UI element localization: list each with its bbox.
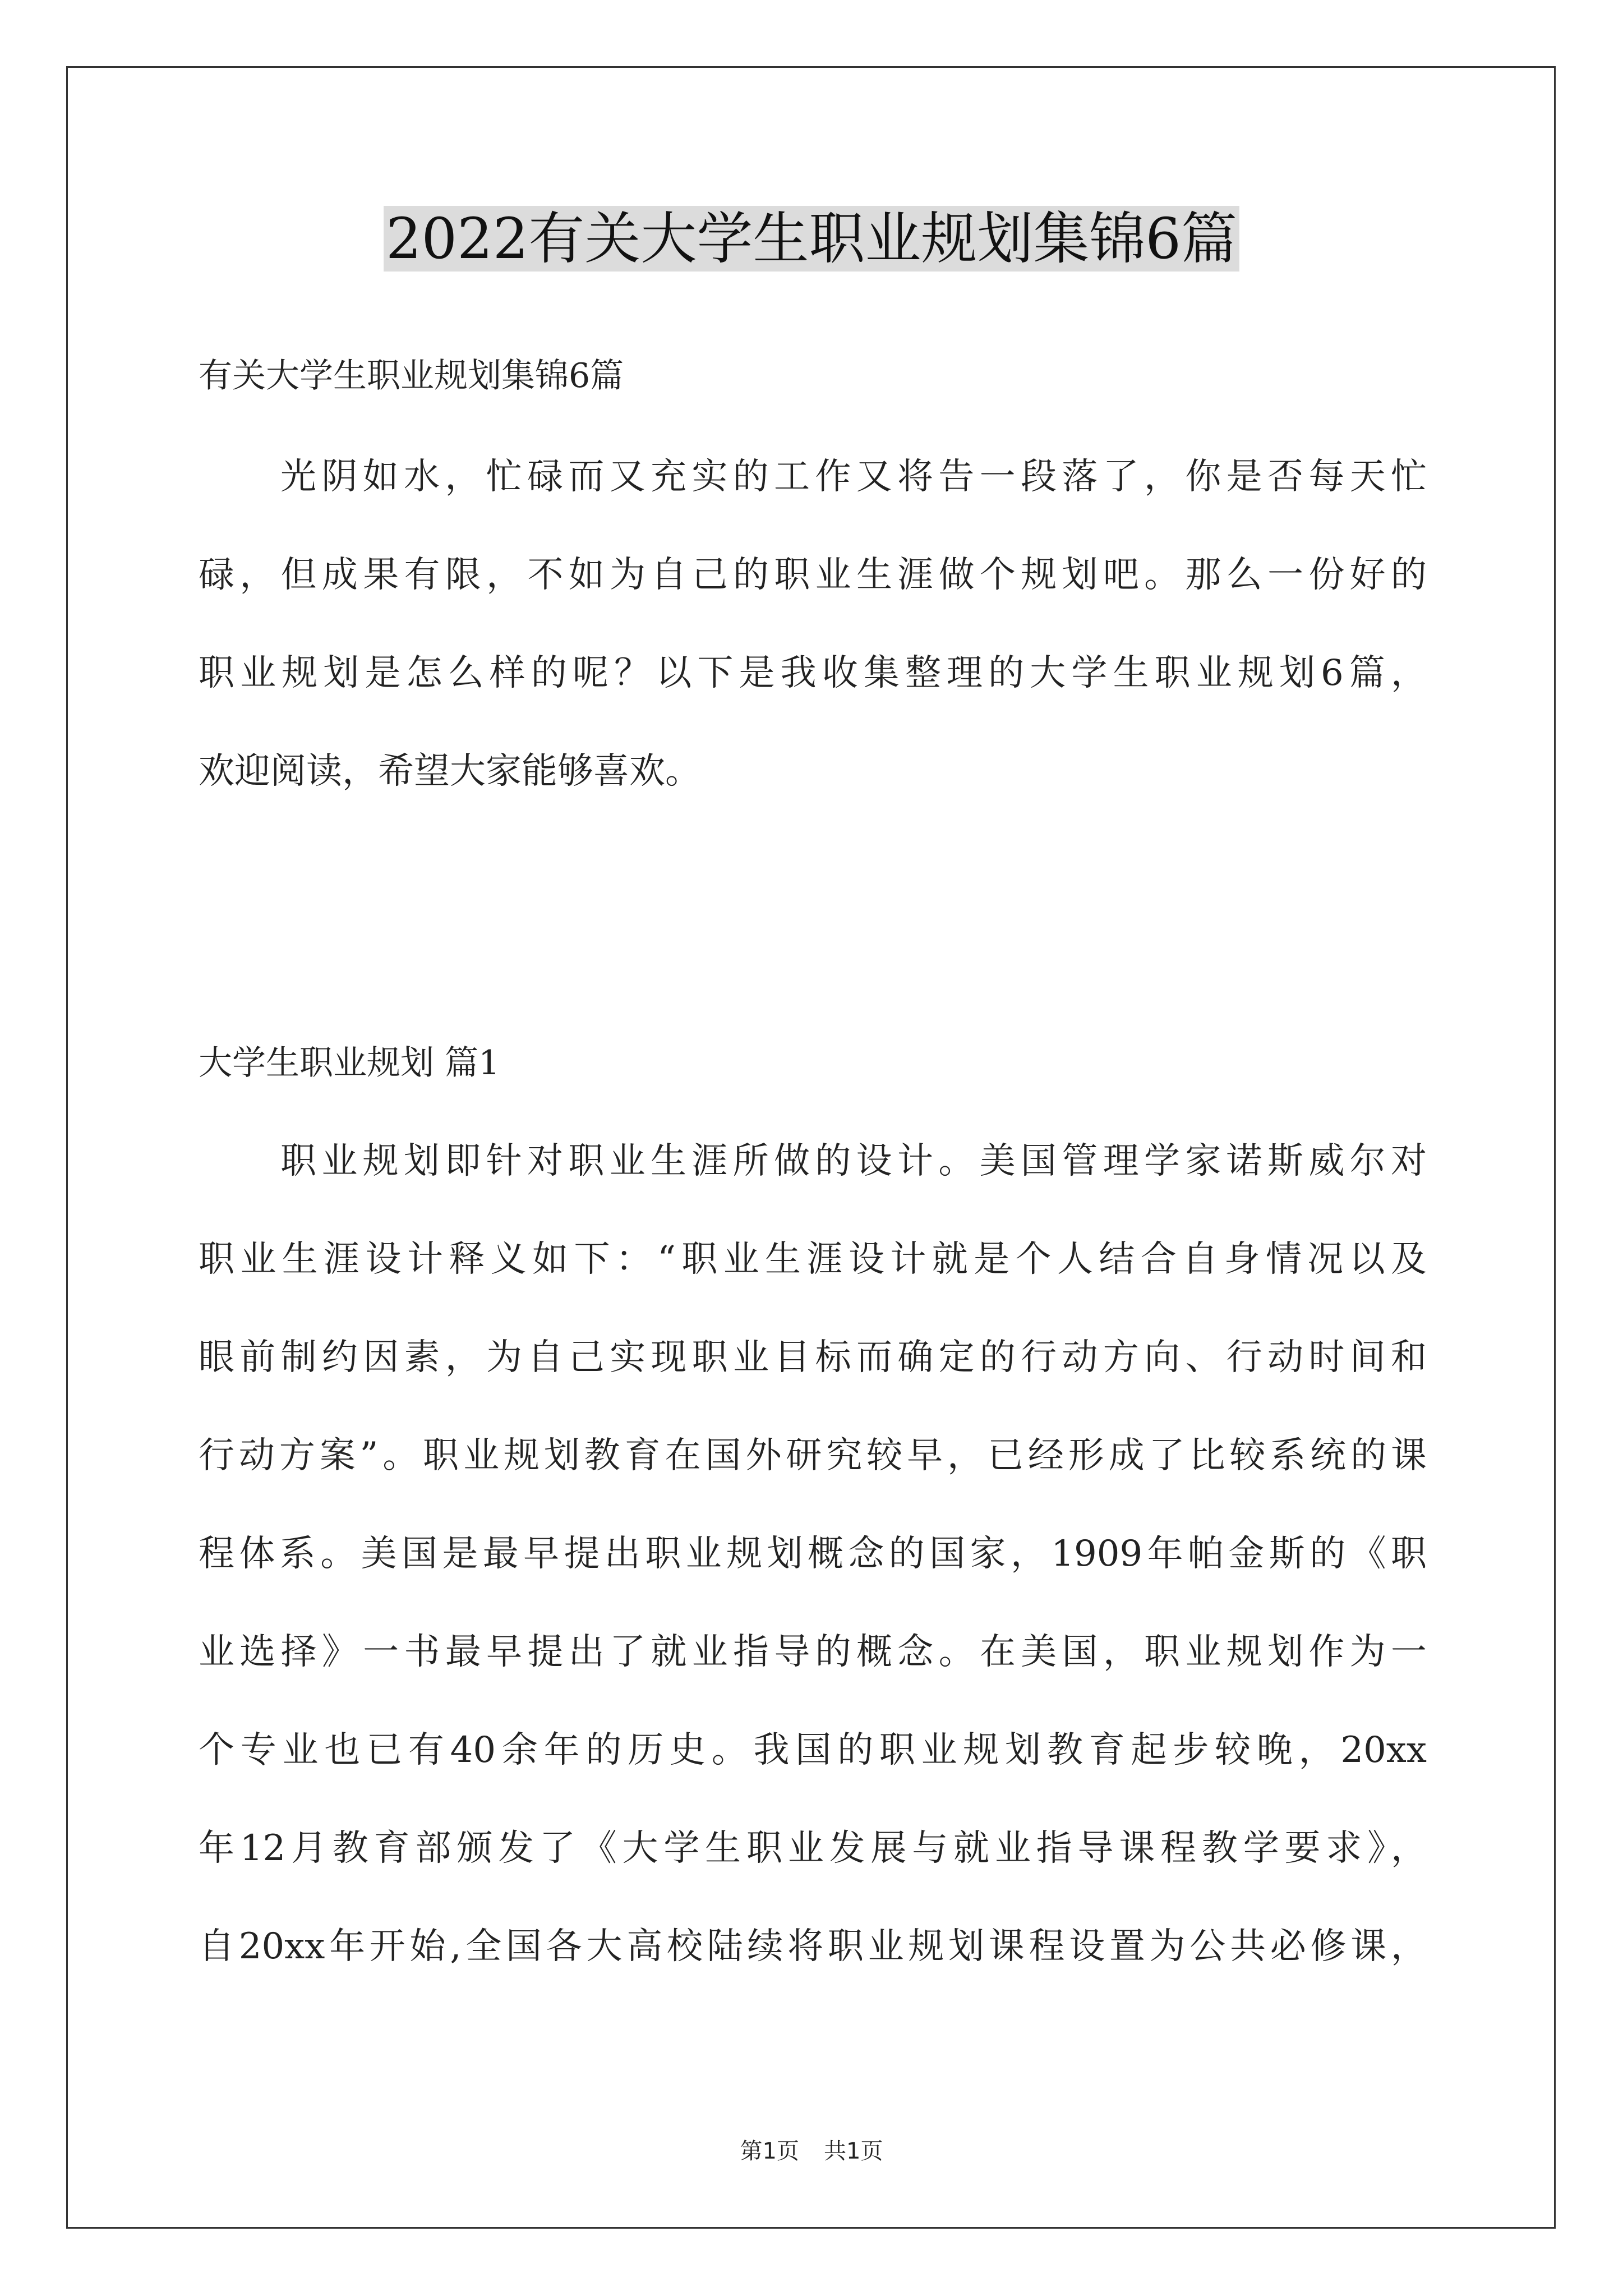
- body-line: 程体系。美国是最早提出职业规划概念的国家，1909年帕金斯的《职: [199, 1533, 1427, 1575]
- document-title: [0, 201, 1623, 277]
- body-line: 个专业也已有40余年的历史。我国的职业规划教育起步较晚，20xx: [199, 1729, 1427, 1771]
- body-line: 自20xx年开始,全国各大高校陆续将职业规划课程设置为公共必修课，: [199, 1926, 1427, 1967]
- page-number: 第1页: [740, 2138, 799, 2164]
- page-total: 共1页: [824, 2138, 883, 2164]
- body-line: 行动方案”。职业规划教育在国外研究较早，已经形成了比较系统的课: [199, 1435, 1427, 1476]
- intro-line: 碌，但成果有限，不如为自己的职业生涯做个规划吧。那么一份好的: [199, 554, 1427, 596]
- body-line: 职业规划即针对职业生涯所做的设计。美国管理学家诺斯威尔对: [280, 1140, 1427, 1182]
- intro-line: 职业规划是怎么样的呢？以下是我收集整理的大学生职业规划6篇，: [199, 652, 1427, 694]
- section-heading: 大学生职业规划 篇1: [199, 1043, 500, 1083]
- body-line: 年12月教育部颁发了《大学生职业发展与就业指导课程教学要求》，: [199, 1828, 1427, 1869]
- intro-line: 欢迎阅读，希望大家能够喜欢。: [199, 751, 701, 792]
- body-line: 业选择》一书最早提出了就业指导的概念。在美国，职业规划作为一: [199, 1631, 1427, 1673]
- document-subtitle: 有关大学生职业规划集锦6篇: [199, 356, 624, 395]
- body-line: 职业生涯设计释义如下：“职业生涯设计就是个人结合自身情况以及: [199, 1239, 1427, 1280]
- page-footer: [0, 2134, 1623, 2168]
- body-line: 眼前制约因素，为自己实现职业目标而确定的行动方向、行动时间和: [199, 1337, 1427, 1378]
- intro-line: 光阴如水，忙碌而又充实的工作又将告一段落了，你是否每天忙: [280, 456, 1427, 498]
- document-title-text: 2022有关大学生职业规划集锦6篇: [384, 206, 1239, 272]
